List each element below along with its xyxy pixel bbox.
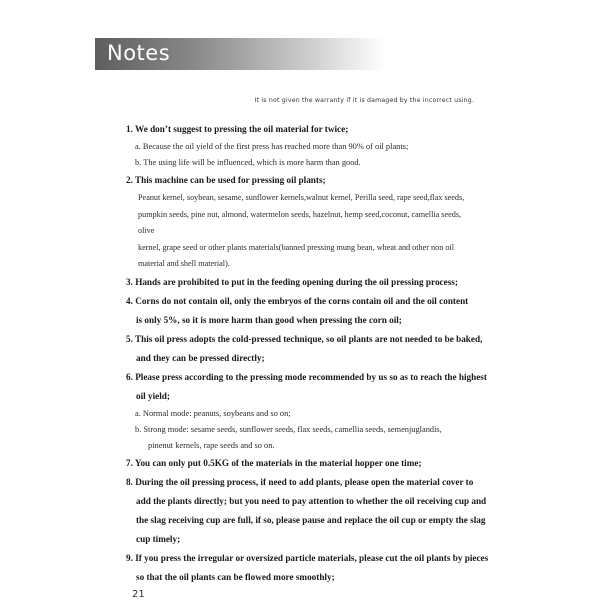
note-paragraph-line: kernel, grape seed or other plants materials(banned pressing mung bean, wheat and other non oil [138, 242, 455, 252]
note-item-3 [126, 273, 478, 292]
note-title: 2. This machine can be used for pressing oil plants; [126, 175, 326, 185]
note-item-5 [126, 330, 483, 368]
note-title-continued: add the plants directly; but you need to pay attention to whether the oil receiving cup and [136, 495, 487, 506]
note-item-7 [126, 454, 478, 473]
note-item-9 [126, 549, 489, 587]
note-item-1 [126, 120, 478, 171]
note-sub-item: a. Because the oil yield of the first press has reached more than 90% of oil plants; [135, 142, 409, 151]
note-title-continued: and they can be pressed directly; [136, 352, 265, 363]
note-title-continued: cup timely; [136, 533, 181, 544]
header-bar [95, 38, 385, 70]
notes-list [126, 120, 489, 587]
note-paragraph-line: pumpkin seeds, pine nut, almond, watermelon seeds, hazelnut, hemp seed,coconut, camellia seeds, olive [138, 209, 462, 235]
note-item-8 [126, 473, 487, 549]
note-paragraph-line: material and shell material). [138, 259, 230, 268]
page-number: 21 [132, 589, 145, 600]
note-sub-item: b. The using life will be influenced, which is more harm than good. [135, 158, 361, 167]
note-paragraph-line: Peanut kernel, soybean, sesame, sunflower kernels,walnut kernel, Perilla seed, rape seed,flax seeds, [138, 193, 465, 202]
warranty-note: It is not given the warranty if it is damaged by the incorrect using. [254, 97, 474, 104]
note-item-4 [126, 292, 478, 330]
note-title: 3. Hands are prohibited to put in the feeding opening during the oil pressing process; [126, 276, 458, 287]
note-title-continued: oil yield; [136, 390, 170, 401]
page-title: Notes [107, 41, 171, 65]
note-title: 5. This oil press adopts the cold-pressed technique, so oil plants are not needed to be baked, [126, 333, 483, 344]
note-title: 9. If you press the irregular or oversized particle materials, please cut the oil plants by pieces [126, 552, 489, 563]
note-title-continued: so that the oil plants can be flowed more smoothly; [136, 571, 335, 582]
note-item-6 [126, 368, 487, 454]
note-title-continued: is only 5%, so it is more harm than good when pressing the corn oil; [136, 314, 402, 325]
note-title: 6. Please press according to the pressing mode recommended by us so as to reach the highest [126, 371, 487, 382]
note-title: 8. During the oil pressing process, if need to add plants, please open the material cover to [126, 476, 474, 487]
note-title: 1. We don’t suggest to pressing the oil material for twice; [126, 124, 349, 134]
note-sub-item: b. Strong mode: sesame seeds, sunflower seeds, flax seeds, camellia seeds, semenjuglandis, [135, 424, 442, 434]
note-title: 4. Corns do not contain oil, only the embryos of the corns contain oil and the oil content [126, 295, 469, 306]
note-sub-item-continued: pinenut kernels, rape seeds and so on. [148, 440, 275, 450]
note-title-continued: the slag receiving cup are full, if so, please pause and replace the oil cup or empty the slag [136, 514, 486, 525]
note-title: 7. You can only put 0.5KG of the materials in the material hopper one time; [126, 457, 422, 468]
note-sub-item: a. Normal mode: peanuts, soybeans and so on; [135, 408, 291, 418]
note-item-2 [126, 171, 478, 273]
